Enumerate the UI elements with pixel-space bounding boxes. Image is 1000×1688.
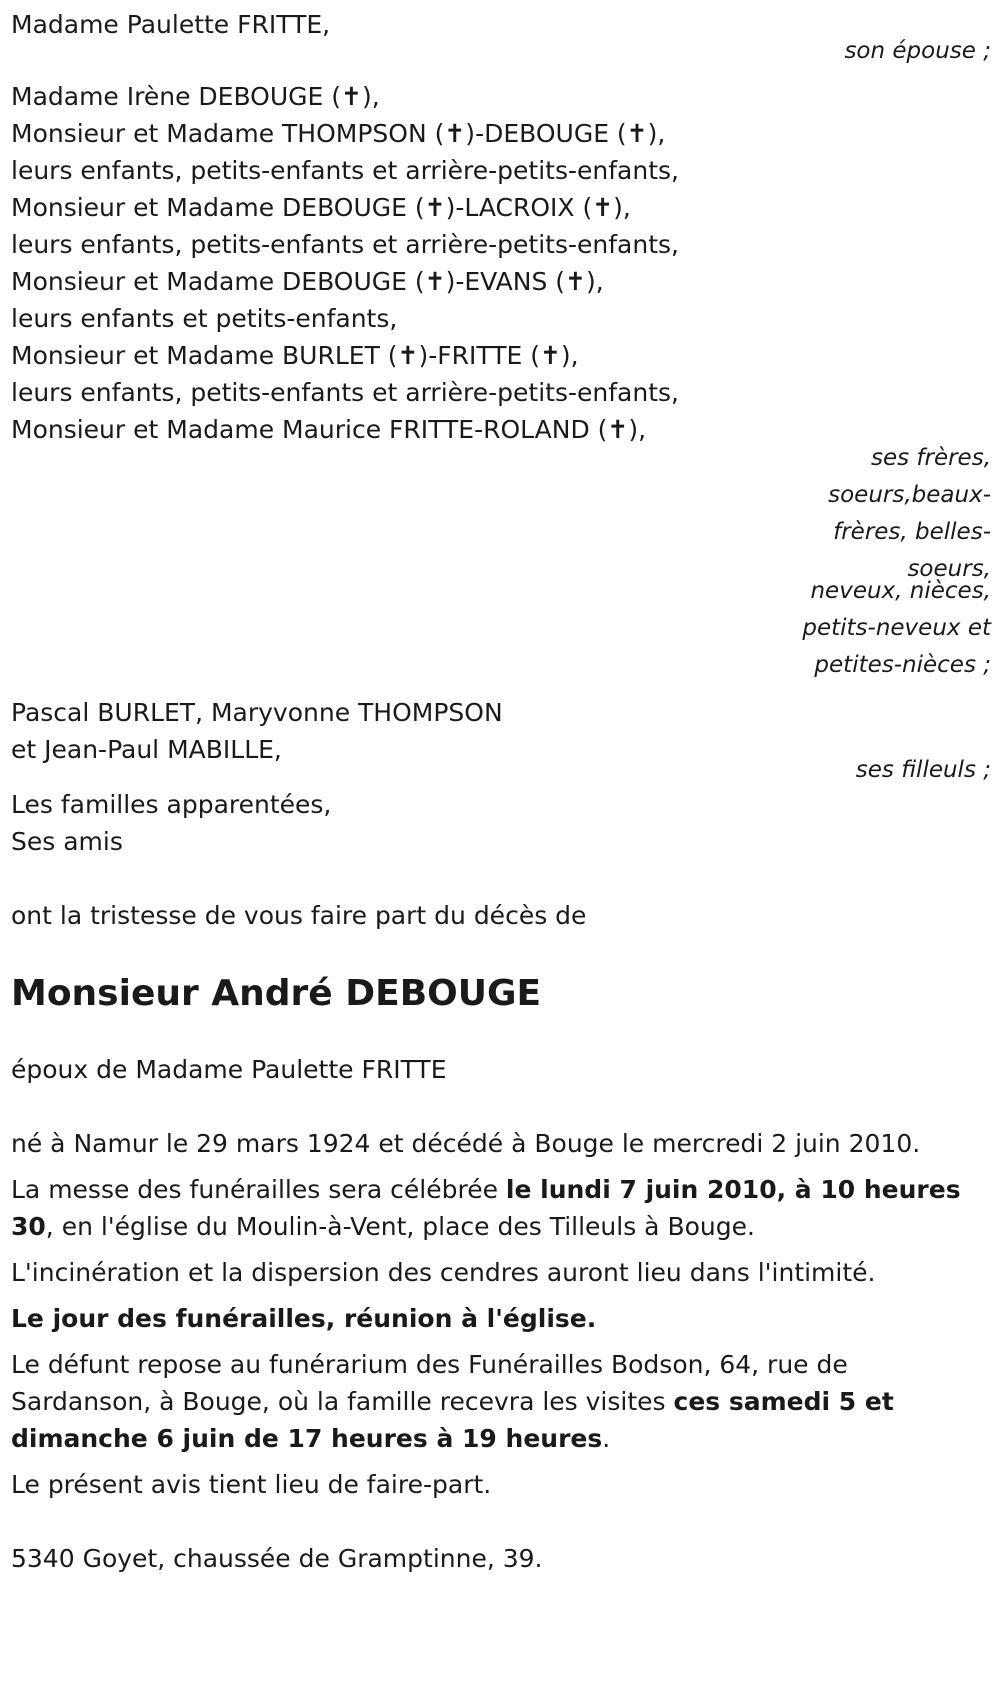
obituary-notice <box>11 6 991 1577</box>
sibling-line: Monsieur et Madame THOMPSON (✝)-DEBOUGE (✝), <box>11 119 666 148</box>
mass-place: , en l'église du Moulin-à-Vent, place des Tilleuls à Bouge. <box>45 1212 755 1241</box>
siblings-role-line: soeurs, <box>907 556 991 582</box>
sibling-line: Madame Irène DEBOUGE (✝), <box>11 82 380 111</box>
siblings-role-line: frères, belles- <box>833 519 991 545</box>
visit-text: Le défunt repose au funérarium des Funérailles Bodson, 64, rue de Sardanson, à Bouge, où la famille recevra les visites <box>11 1350 848 1416</box>
godchild-line: et Jean-Paul MABILLE, <box>11 735 282 764</box>
siblings-role-line: neveux, nièces, <box>810 578 991 604</box>
announcement: ont la tristesse de vous faire part du décès de <box>11 901 587 930</box>
siblings-section <box>11 78 991 684</box>
sibling-line: Monsieur et Madame BURLET (✝)-FRITTE (✝), <box>11 341 579 370</box>
visit-dates: ces samedi 5 et dimanche 6 juin de 17 heures à 19 heures <box>11 1387 894 1453</box>
sibling-line: leurs enfants et petits-enfants, <box>11 304 398 333</box>
spouse-name: Madame Paulette FRITTE, <box>11 10 331 39</box>
sibling-line: leurs enfants, petits-enfants et arrière-petits-enfants, <box>11 156 679 185</box>
mass-info <box>11 1171 971 1245</box>
relatives-line: Ses amis <box>11 827 123 856</box>
cremation-info: L'incinération et la dispersion des cendres auront lieu dans l'intimité. <box>11 1258 876 1287</box>
relatives-line: Les familles apparentées, <box>11 790 332 819</box>
godchildren-section <box>11 694 991 783</box>
siblings-role <box>791 440 991 684</box>
gathering-text: Le jour des funérailles, réunion à l'église. <box>11 1304 597 1333</box>
gathering-info <box>11 1300 991 1337</box>
sibling-line: Monsieur et Madame DEBOUGE (✝)-LACROIX (✝), <box>11 193 631 222</box>
siblings-role-line: petites-nièces ; <box>814 652 991 678</box>
mass-text: La messe des funérailles sera célébrée <box>11 1175 506 1204</box>
siblings-role-line: petits-neveux et <box>802 615 991 641</box>
siblings-role-line: ses frères, <box>870 445 991 471</box>
spouse-section <box>11 6 991 80</box>
sibling-line: Monsieur et Madame DEBOUGE (✝)-EVANS (✝), <box>11 267 604 296</box>
sibling-line: leurs enfants, petits-enfants et arrière-petits-enfants, <box>11 378 679 407</box>
godchild-line: Pascal BURLET, Maryvonne THOMPSON <box>11 698 503 727</box>
birth-death: né à Namur le 29 mars 1924 et décédé à Bouge le mercredi 2 juin 2010. <box>11 1129 921 1158</box>
visit-end: . <box>602 1424 611 1453</box>
sibling-line: leurs enfants, petits-enfants et arrière-petits-enfants, <box>11 230 679 259</box>
relatives-section <box>11 786 991 860</box>
siblings-role-line: soeurs,beaux- <box>828 482 991 508</box>
family-address: 5340 Goyet, chaussée de Gramptinne, 39. <box>11 1544 543 1573</box>
spouse-role: son épouse ; <box>844 38 991 64</box>
notice-text: Le présent avis tient lieu de faire-part. <box>11 1470 492 1499</box>
godchildren-role: ses filleuls ; <box>855 757 991 783</box>
mass-date: le lundi 7 juin 2010, à 10 heures 30 <box>11 1175 961 1241</box>
spouse-of: époux de Madame Paulette FRITTE <box>11 1055 447 1084</box>
visit-info <box>11 1346 911 1457</box>
deceased-name: Monsieur André DEBOUGE <box>11 973 542 1014</box>
sibling-line: Monsieur et Madame Maurice FRITTE-ROLAND (✝), <box>11 415 647 444</box>
